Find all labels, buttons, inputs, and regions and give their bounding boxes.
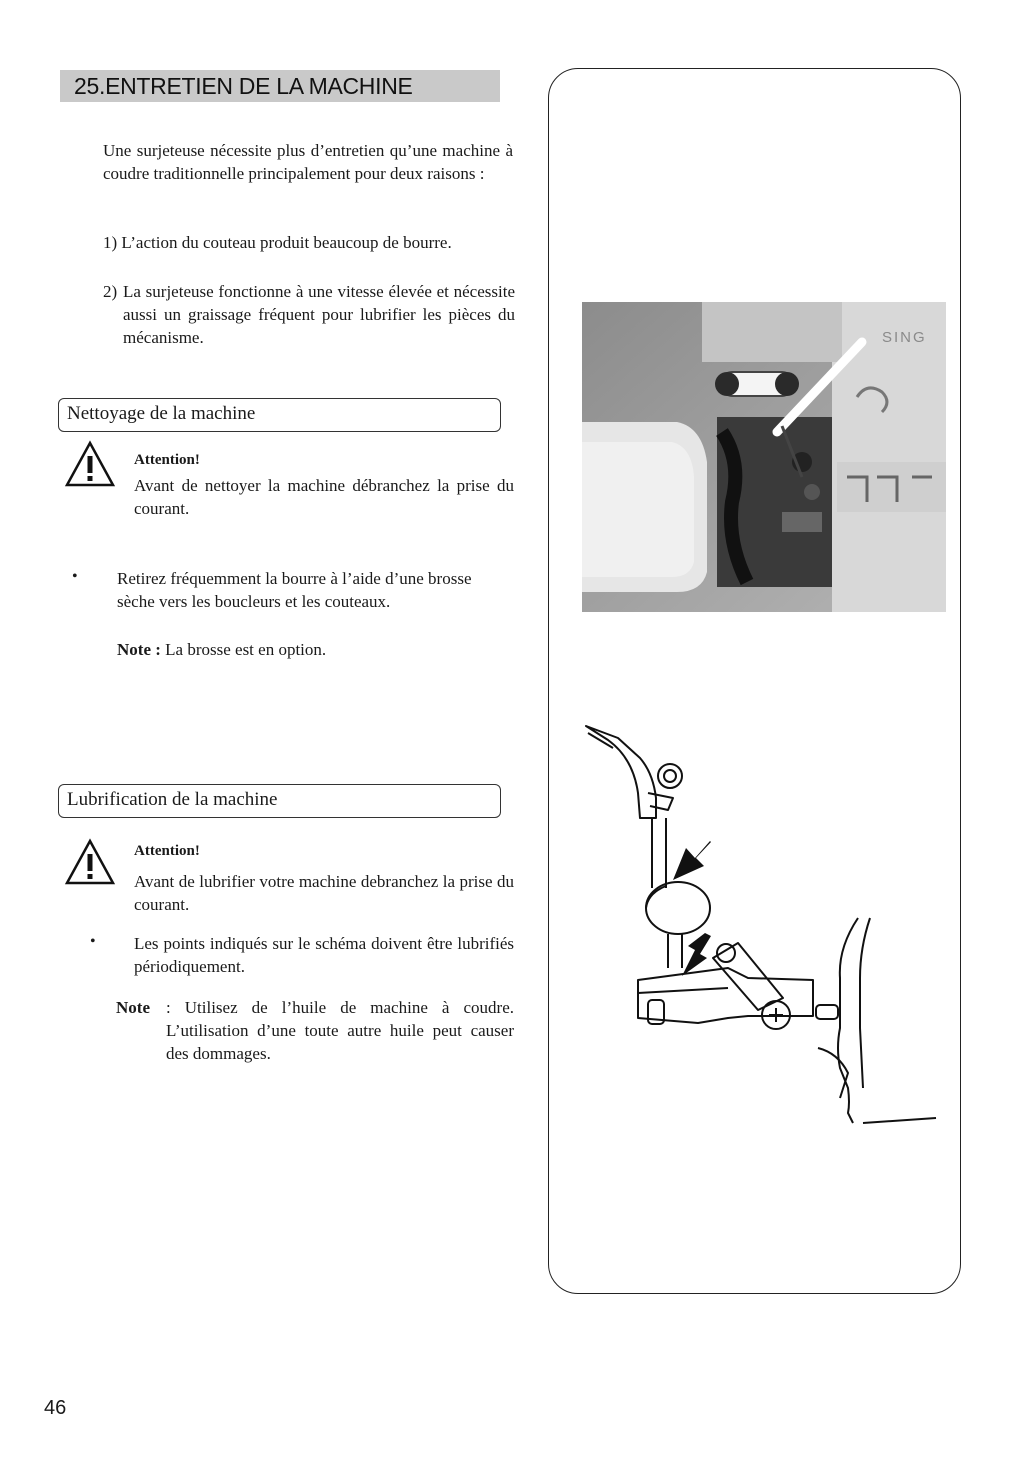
reason-number: 2) — [103, 282, 118, 301]
note-text: : Utilisez de l’huile de machine à coudre. L’utilisation d’une toute autre huile peut causer des dommages. — [166, 998, 514, 1063]
photo-brand-text: SING — [882, 329, 927, 346]
attention-text: Avant de nettoyer la machine débranchez la prise du courant. — [134, 476, 514, 518]
lubrication-heading: Lubrification de la machine — [58, 784, 501, 818]
bullet-dot: • — [72, 568, 78, 585]
machine-photo — [582, 302, 946, 612]
note-label: Note — [116, 998, 150, 1017]
reason-number: 1) — [103, 233, 118, 252]
page-number: 46 — [44, 1397, 67, 1419]
attention-text: Avant de lubrifier votre machine debranchez la prise du courant. — [134, 872, 514, 914]
warning-icon — [64, 838, 116, 886]
cleaning-note — [117, 638, 497, 661]
cleaning-heading: Nettoyage de la machine — [58, 398, 501, 432]
lubrication-bullet-text: Les points indiqués sur le schéma doivent être lubrifiés périodiquement. — [134, 934, 514, 976]
lubrication-note — [116, 996, 514, 1065]
attention-title: Attention! — [134, 452, 200, 468]
intro-paragraph: Une surjeteuse nécessite plus d’entretien qu’une machine à coudre traditionnelle principalement pour deux raisons : — [103, 141, 513, 183]
cleaning-bullet-text: Retirez fréquemment la bourre à l’aide d’une brosse sèche vers les boucleurs et les couteaux. — [117, 569, 472, 611]
reason-text: La surjeteuse fonctionne à une vitesse élevée et nécessite aussi un graissage fréquent pour lubrifier les pièces du mécanisme. — [123, 282, 515, 347]
attention-title: Attention! — [134, 843, 200, 859]
bullet-dot: • — [90, 933, 96, 950]
reason-item-1 — [103, 231, 518, 254]
note-label: Note : — [117, 640, 161, 659]
warning-icon — [64, 440, 116, 488]
note-text: La brosse est en option. — [165, 640, 327, 659]
reason-text: L’action du couteau produit beaucoup de bourre. — [121, 233, 452, 252]
section-title: 25.ENTRETIEN DE LA MACHINE — [60, 70, 500, 102]
lubrication-diagram — [578, 718, 940, 1128]
reason-item-2 — [103, 280, 515, 349]
